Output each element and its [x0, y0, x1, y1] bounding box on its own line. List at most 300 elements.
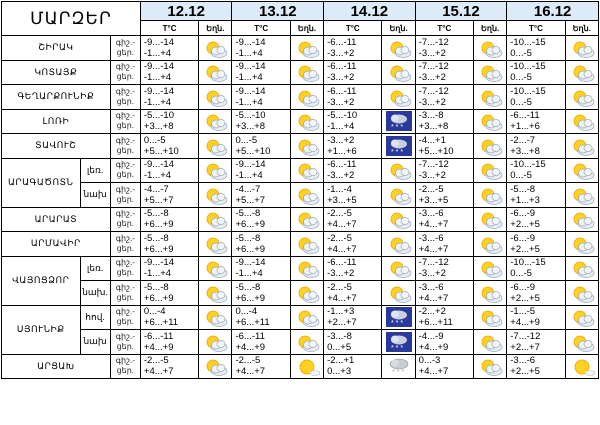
sun-cloud-icon	[290, 36, 323, 61]
night-temp: -5...-8	[143, 281, 169, 293]
temperature-cell	[140, 109, 198, 134]
temperature-cell	[415, 330, 473, 355]
sub-area: նախ	[80, 183, 110, 208]
region-name: ԱՐԱԳԱԾՈՏՆ	[2, 158, 81, 207]
temperature-cell	[232, 109, 290, 134]
weather-column-header: Եղն.	[382, 21, 415, 36]
night-temp: -4...-7	[143, 183, 169, 195]
day-temp: -3...+2	[418, 72, 446, 84]
sun-cloud-icon	[565, 330, 598, 355]
snow-night-icon	[382, 330, 415, 355]
region-name: ԱՐԱՐԱՏ	[2, 207, 111, 232]
sub-area: լեռ.	[80, 256, 110, 281]
day-temp: -1...+4	[143, 170, 172, 182]
day-temp: +3...+8	[235, 121, 266, 133]
temperature-cell	[415, 281, 473, 306]
temperature-cell	[140, 256, 198, 281]
night-temp: -6...-11	[327, 61, 357, 73]
sun-cloud-icon	[565, 134, 598, 159]
table-row	[2, 207, 599, 232]
day-label: ցեր.	[116, 194, 135, 204]
day-temp: +2...+5	[510, 219, 540, 231]
day-temp: -3...+2	[327, 72, 355, 84]
day-temp: 0...-5	[510, 170, 532, 182]
day-label: ցեր.	[116, 268, 135, 278]
night-temp: -10...-15	[510, 85, 546, 97]
day-temp: +1...+6	[510, 121, 540, 133]
day-temp: +6...+9	[143, 292, 174, 304]
day-label: ցեր.	[116, 341, 135, 351]
region-name: ՏԱՎՈՒՇ	[2, 134, 111, 159]
night-temp: -5...-8	[235, 208, 261, 220]
temperature-cell	[415, 183, 473, 208]
sun-cloud-icon	[199, 305, 232, 330]
temperature-cell	[507, 256, 565, 281]
day-label: ցեր.	[116, 121, 135, 131]
night-temp: -7...-12	[510, 330, 541, 342]
night-temp: -1...-4	[327, 183, 352, 195]
temperature-cell	[140, 183, 198, 208]
sub-area: նախ.	[80, 281, 110, 306]
day-night-label	[110, 109, 140, 134]
day-temp: -3...+2	[327, 268, 355, 280]
temperature-cell	[415, 305, 473, 330]
sun-cloud-icon	[382, 183, 415, 208]
sun-cloud-icon	[199, 232, 232, 257]
day-night-label	[110, 281, 140, 306]
svg-text:* * *: * * *	[390, 124, 403, 132]
night-temp: -10...-15	[510, 61, 546, 73]
snow-night-icon	[382, 305, 415, 330]
night-temp: -5...-8	[143, 208, 169, 220]
night-temp: -4...-9	[418, 330, 444, 342]
snow-night-icon	[382, 134, 415, 159]
temperature-cell	[232, 36, 290, 61]
table-row	[2, 305, 599, 330]
sun-cloud-icon	[199, 36, 232, 61]
temperature-cell	[232, 60, 290, 85]
day-label: ցեր.	[116, 145, 135, 155]
temperature-cell	[324, 207, 382, 232]
region-name: ԳԵՂԱՐՔՈՒՆԻՔ	[2, 85, 111, 110]
region-name: ԼՈՌԻ	[2, 109, 111, 134]
temperature-cell	[324, 36, 382, 61]
temperature-cell	[507, 330, 565, 355]
day-temp: -3...+2	[418, 96, 446, 108]
sun-cloud-icon	[565, 183, 598, 208]
night-temp: -5...-8	[235, 232, 261, 244]
day-temp: +3...+8	[418, 121, 449, 133]
day-temp: +6...+11	[235, 317, 270, 329]
sun-cloud-icon	[565, 85, 598, 110]
temperature-cell	[232, 183, 290, 208]
table-row	[2, 60, 599, 85]
sub-area: հով.	[80, 305, 110, 330]
sun-cloud-icon	[474, 36, 507, 61]
day-label: ցեր.	[116, 96, 135, 106]
night-temp: -2...-7	[510, 134, 536, 146]
temp-column-header: T°C	[415, 21, 473, 36]
weather-column-header: Եղն.	[565, 21, 598, 36]
night-label: գիշ.-	[115, 258, 135, 268]
day-night-label	[110, 183, 140, 208]
temperature-cell	[415, 109, 473, 134]
table-row	[2, 109, 599, 134]
day-temp: +4...+7	[235, 366, 266, 378]
temperature-cell	[232, 85, 290, 110]
temperature-cell	[232, 305, 290, 330]
sun-cloud-icon	[199, 109, 232, 134]
night-temp: -9...-14	[143, 257, 174, 269]
night-label: գիշ.-	[115, 282, 135, 292]
night-label: գիշ.-	[115, 160, 135, 170]
sun-cloud-icon	[565, 281, 598, 306]
night-temp: -1...+3	[327, 306, 355, 318]
day-label: ցեր.	[116, 366, 135, 376]
sun-cloud-icon	[382, 232, 415, 257]
night-temp: -9...-14	[143, 61, 174, 73]
table-row	[2, 232, 599, 257]
svg-text:* * *: * * *	[390, 148, 403, 156]
day-temp: -1...+4	[143, 268, 172, 280]
night-temp: -3...-8	[418, 110, 444, 122]
weather-column-header: Եղն.	[290, 21, 323, 36]
day-temp: +4...+7	[327, 243, 357, 255]
temperature-cell	[140, 158, 198, 183]
night-temp: -1...-5	[510, 306, 536, 318]
sun-cloud-icon	[290, 85, 323, 110]
sun-cloud-icon	[199, 281, 232, 306]
night-temp: -6...-11	[327, 257, 357, 269]
temperature-cell	[507, 305, 565, 330]
night-temp: -7...-12	[418, 36, 449, 48]
day-temp: +4...+9	[143, 341, 174, 353]
temperature-cell	[140, 354, 198, 379]
sub-area: նախ	[80, 330, 110, 355]
day-temp: -1...+4	[143, 72, 172, 84]
temperature-cell	[324, 256, 382, 281]
svg-text:* * *: * * *	[391, 369, 404, 377]
day-temp: +4...+7	[418, 366, 449, 378]
night-label: գիշ.-	[115, 37, 135, 47]
temperature-cell	[140, 134, 198, 159]
temperature-cell	[232, 232, 290, 257]
table-title: ՄԱՐԶԵՐ	[2, 2, 141, 36]
temperature-cell	[140, 232, 198, 257]
temperature-cell	[140, 207, 198, 232]
night-temp: -5...-8	[235, 281, 261, 293]
day-night-label	[110, 207, 140, 232]
temperature-cell	[232, 281, 290, 306]
sun-cloud-icon	[565, 207, 598, 232]
day-night-label	[110, 232, 140, 257]
day-night-label	[110, 330, 140, 355]
temperature-cell	[415, 207, 473, 232]
temp-column-header: T°C	[140, 21, 198, 36]
night-temp: 0...-5	[143, 134, 166, 146]
sun-cloud-icon	[474, 134, 507, 159]
temp-column-header: T°C	[324, 21, 382, 36]
sun-cloud-icon	[474, 354, 507, 379]
day-temp: +5...+7	[235, 194, 266, 206]
table-row	[2, 134, 599, 159]
day-temp: +6...+11	[418, 317, 453, 329]
sun-cloud-icon	[199, 354, 232, 379]
sun-cloud-icon	[199, 207, 232, 232]
night-temp: -3...+2	[327, 134, 355, 146]
sun-cloud-icon	[382, 36, 415, 61]
sun-icon	[565, 354, 598, 379]
sun-cloud-icon	[474, 85, 507, 110]
night-temp: -9...-14	[143, 85, 174, 97]
temperature-cell	[140, 60, 198, 85]
region-name: ԿՈՏԱՅՔ	[2, 60, 111, 85]
day-night-label	[110, 60, 140, 85]
temperature-cell	[232, 256, 290, 281]
night-temp: -3...-6	[510, 355, 536, 367]
weather-column-header: Եղն.	[199, 21, 232, 36]
night-temp: -6...-11	[510, 110, 540, 122]
night-label: գիշ.-	[115, 233, 135, 243]
day-temp: -3...+2	[418, 268, 446, 280]
table-row	[2, 158, 599, 183]
table-row	[2, 330, 599, 355]
day-temp: -1...+4	[327, 121, 355, 133]
temperature-cell	[415, 36, 473, 61]
night-label: գիշ.-	[115, 135, 135, 145]
sun-cloud-icon	[290, 256, 323, 281]
day-temp: 0...-5	[510, 47, 532, 59]
sun-cloud-icon	[565, 158, 598, 183]
region-name: ԱՐՄԱՎԻՐ	[2, 232, 111, 257]
temperature-cell	[324, 60, 382, 85]
day-temp: +4...+9	[510, 317, 540, 329]
svg-text:* * *: * * *	[390, 320, 403, 328]
day-temp: +2...+5	[510, 366, 540, 378]
sun-cloud-icon	[290, 134, 323, 159]
sun-cloud-icon	[199, 256, 232, 281]
night-temp: -7...-12	[418, 159, 449, 171]
sun-cloud-icon	[290, 158, 323, 183]
sun-cloud-icon	[474, 232, 507, 257]
sub-area: լեռ.	[80, 158, 110, 183]
night-temp: -6...-9	[510, 281, 536, 293]
night-temp: -7...-12	[418, 61, 449, 73]
day-label: ցեր.	[116, 170, 135, 180]
sun-cloud-icon	[474, 256, 507, 281]
night-temp: -2...-5	[143, 355, 169, 367]
sun-cloud-icon	[474, 330, 507, 355]
day-temp: +4...+9	[235, 341, 266, 353]
day-temp: +2...+7	[327, 317, 357, 329]
day-night-label	[110, 305, 140, 330]
sun-cloud-icon	[199, 60, 232, 85]
day-label: ցեր.	[116, 219, 135, 229]
table-row	[2, 85, 599, 110]
night-label: գիշ.-	[115, 356, 135, 366]
night-temp: -6...-11	[327, 36, 357, 48]
night-temp: -5...-8	[510, 183, 536, 195]
night-temp: -2...-5	[418, 183, 444, 195]
day-temp: +5...+10	[418, 145, 454, 157]
night-label: գիշ.-	[115, 86, 135, 96]
day-temp: -1...+4	[235, 47, 263, 59]
day-temp: 0...+5	[327, 341, 352, 353]
svg-text:* * *: * * *	[390, 344, 403, 352]
sun-cloud-icon	[290, 60, 323, 85]
temperature-cell	[140, 36, 198, 61]
night-label: գիշ.-	[115, 331, 135, 341]
night-temp: -5...-10	[235, 110, 266, 122]
temperature-cell	[415, 158, 473, 183]
day-temp: +3...+8	[510, 145, 540, 157]
sun-cloud-icon	[565, 256, 598, 281]
night-temp: -6...-11	[235, 330, 265, 342]
temperature-cell	[507, 36, 565, 61]
night-temp: -9...-14	[235, 257, 266, 269]
sun-cloud-icon	[199, 85, 232, 110]
sun-cloud-icon	[290, 109, 323, 134]
day-temp: +4...+9	[418, 341, 449, 353]
night-temp: -5...-10	[327, 110, 358, 122]
night-label: գիշ.-	[115, 184, 135, 194]
sun-cloud-icon	[474, 281, 507, 306]
day-night-label	[110, 354, 140, 379]
temperature-cell	[415, 134, 473, 159]
night-temp: 0...-5	[235, 134, 258, 146]
table-row	[2, 354, 599, 379]
day-temp: -1...+4	[235, 170, 263, 182]
table-row	[2, 36, 599, 61]
day-temp: 0...-5	[510, 268, 532, 280]
day-temp: -3...+2	[327, 47, 355, 59]
night-temp: -7...-12	[418, 257, 449, 269]
day-temp: -1...+4	[235, 268, 263, 280]
night-temp: -9...-14	[143, 159, 174, 171]
temperature-cell	[324, 354, 382, 379]
night-label: գիշ.-	[115, 209, 135, 219]
day-night-label	[110, 36, 140, 61]
snow-cloud-icon	[382, 354, 415, 379]
day-temp: +2...+5	[510, 292, 540, 304]
day-temp: +4...+7	[418, 219, 449, 231]
day-temp: +3...+5	[327, 194, 357, 206]
temperature-cell	[324, 109, 382, 134]
night-label: գիշ.-	[115, 111, 135, 121]
day-temp: 0...-5	[510, 96, 532, 108]
night-temp: -3...-6	[418, 281, 444, 293]
snow-night-icon	[382, 109, 415, 134]
temperature-cell	[324, 85, 382, 110]
region-name: ՍՅՈՒՆԻՔ	[2, 305, 81, 354]
temperature-cell	[232, 330, 290, 355]
day-temp: +3...+5	[418, 194, 449, 206]
day-temp: +4...+7	[327, 219, 357, 231]
night-temp: -6...-9	[510, 232, 536, 244]
night-temp: 0...-3	[418, 355, 441, 367]
temperature-cell	[415, 85, 473, 110]
night-temp: -2...-5	[235, 355, 261, 367]
temperature-cell	[324, 134, 382, 159]
day-temp: +5...+10	[143, 145, 179, 157]
night-temp: -2...+2	[418, 306, 446, 318]
day-temp: -1...+4	[143, 47, 172, 59]
night-temp: -5...-8	[143, 232, 169, 244]
temperature-cell	[232, 207, 290, 232]
day-temp: +5...+10	[235, 145, 271, 157]
day-night-label	[110, 85, 140, 110]
date-header: 15.12	[415, 2, 507, 21]
temperature-cell	[324, 158, 382, 183]
sun-cloud-icon	[290, 232, 323, 257]
night-label: գիշ.-	[115, 62, 135, 72]
temperature-cell	[507, 354, 565, 379]
temperature-cell	[507, 232, 565, 257]
temperature-cell	[232, 354, 290, 379]
temperature-cell	[232, 134, 290, 159]
weather-column-header: Եղն.	[474, 21, 507, 36]
temperature-cell	[507, 158, 565, 183]
day-temp: +4...+7	[143, 366, 174, 378]
day-temp: +4...+7	[418, 292, 449, 304]
temperature-cell	[507, 85, 565, 110]
day-temp: -3...+2	[418, 47, 446, 59]
sun-cloud-icon	[290, 207, 323, 232]
night-temp: -6...-9	[510, 208, 536, 220]
day-temp: +4...+7	[418, 243, 449, 255]
night-temp: -9...-14	[235, 36, 266, 48]
sun-cloud-icon	[565, 232, 598, 257]
night-temp: -7...-12	[418, 85, 449, 97]
temperature-cell	[507, 109, 565, 134]
temperature-cell	[415, 354, 473, 379]
region-name: ՎԱՅՈՑՁՈՐ	[2, 256, 81, 305]
day-temp: +6...+9	[235, 219, 266, 231]
night-temp: 0...-4	[235, 306, 258, 318]
temperature-cell	[415, 60, 473, 85]
day-label: ցեր.	[116, 292, 135, 302]
night-temp: -3...-6	[418, 232, 444, 244]
day-temp: +2...+7	[510, 341, 540, 353]
night-label: գիշ.-	[115, 307, 135, 317]
night-temp: -6...-11	[327, 159, 357, 171]
day-temp: +4...+7	[327, 292, 357, 304]
night-temp: -3...-6	[418, 208, 444, 220]
date-header: 12.12	[140, 2, 232, 21]
day-night-label	[110, 134, 140, 159]
night-temp: -2...-5	[327, 232, 352, 244]
temperature-cell	[140, 281, 198, 306]
night-temp: -5...-10	[143, 110, 174, 122]
day-night-label	[110, 256, 140, 281]
sun-cloud-icon	[382, 207, 415, 232]
temperature-cell	[324, 305, 382, 330]
day-label: ցեր.	[116, 72, 135, 82]
night-temp: -6...-11	[143, 330, 174, 342]
temp-column-header: T°C	[232, 21, 290, 36]
sun-cloud-icon	[382, 281, 415, 306]
night-temp: 0...-4	[143, 306, 166, 318]
temperature-cell	[507, 183, 565, 208]
temperature-cell	[140, 305, 198, 330]
night-temp: -9...-14	[235, 159, 266, 171]
temperature-cell	[415, 256, 473, 281]
sun-cloud-icon	[199, 330, 232, 355]
sun-cloud-icon	[565, 305, 598, 330]
day-temp: -1...+4	[235, 72, 263, 84]
temperature-cell	[415, 232, 473, 257]
day-temp: +1...+3	[510, 194, 540, 206]
